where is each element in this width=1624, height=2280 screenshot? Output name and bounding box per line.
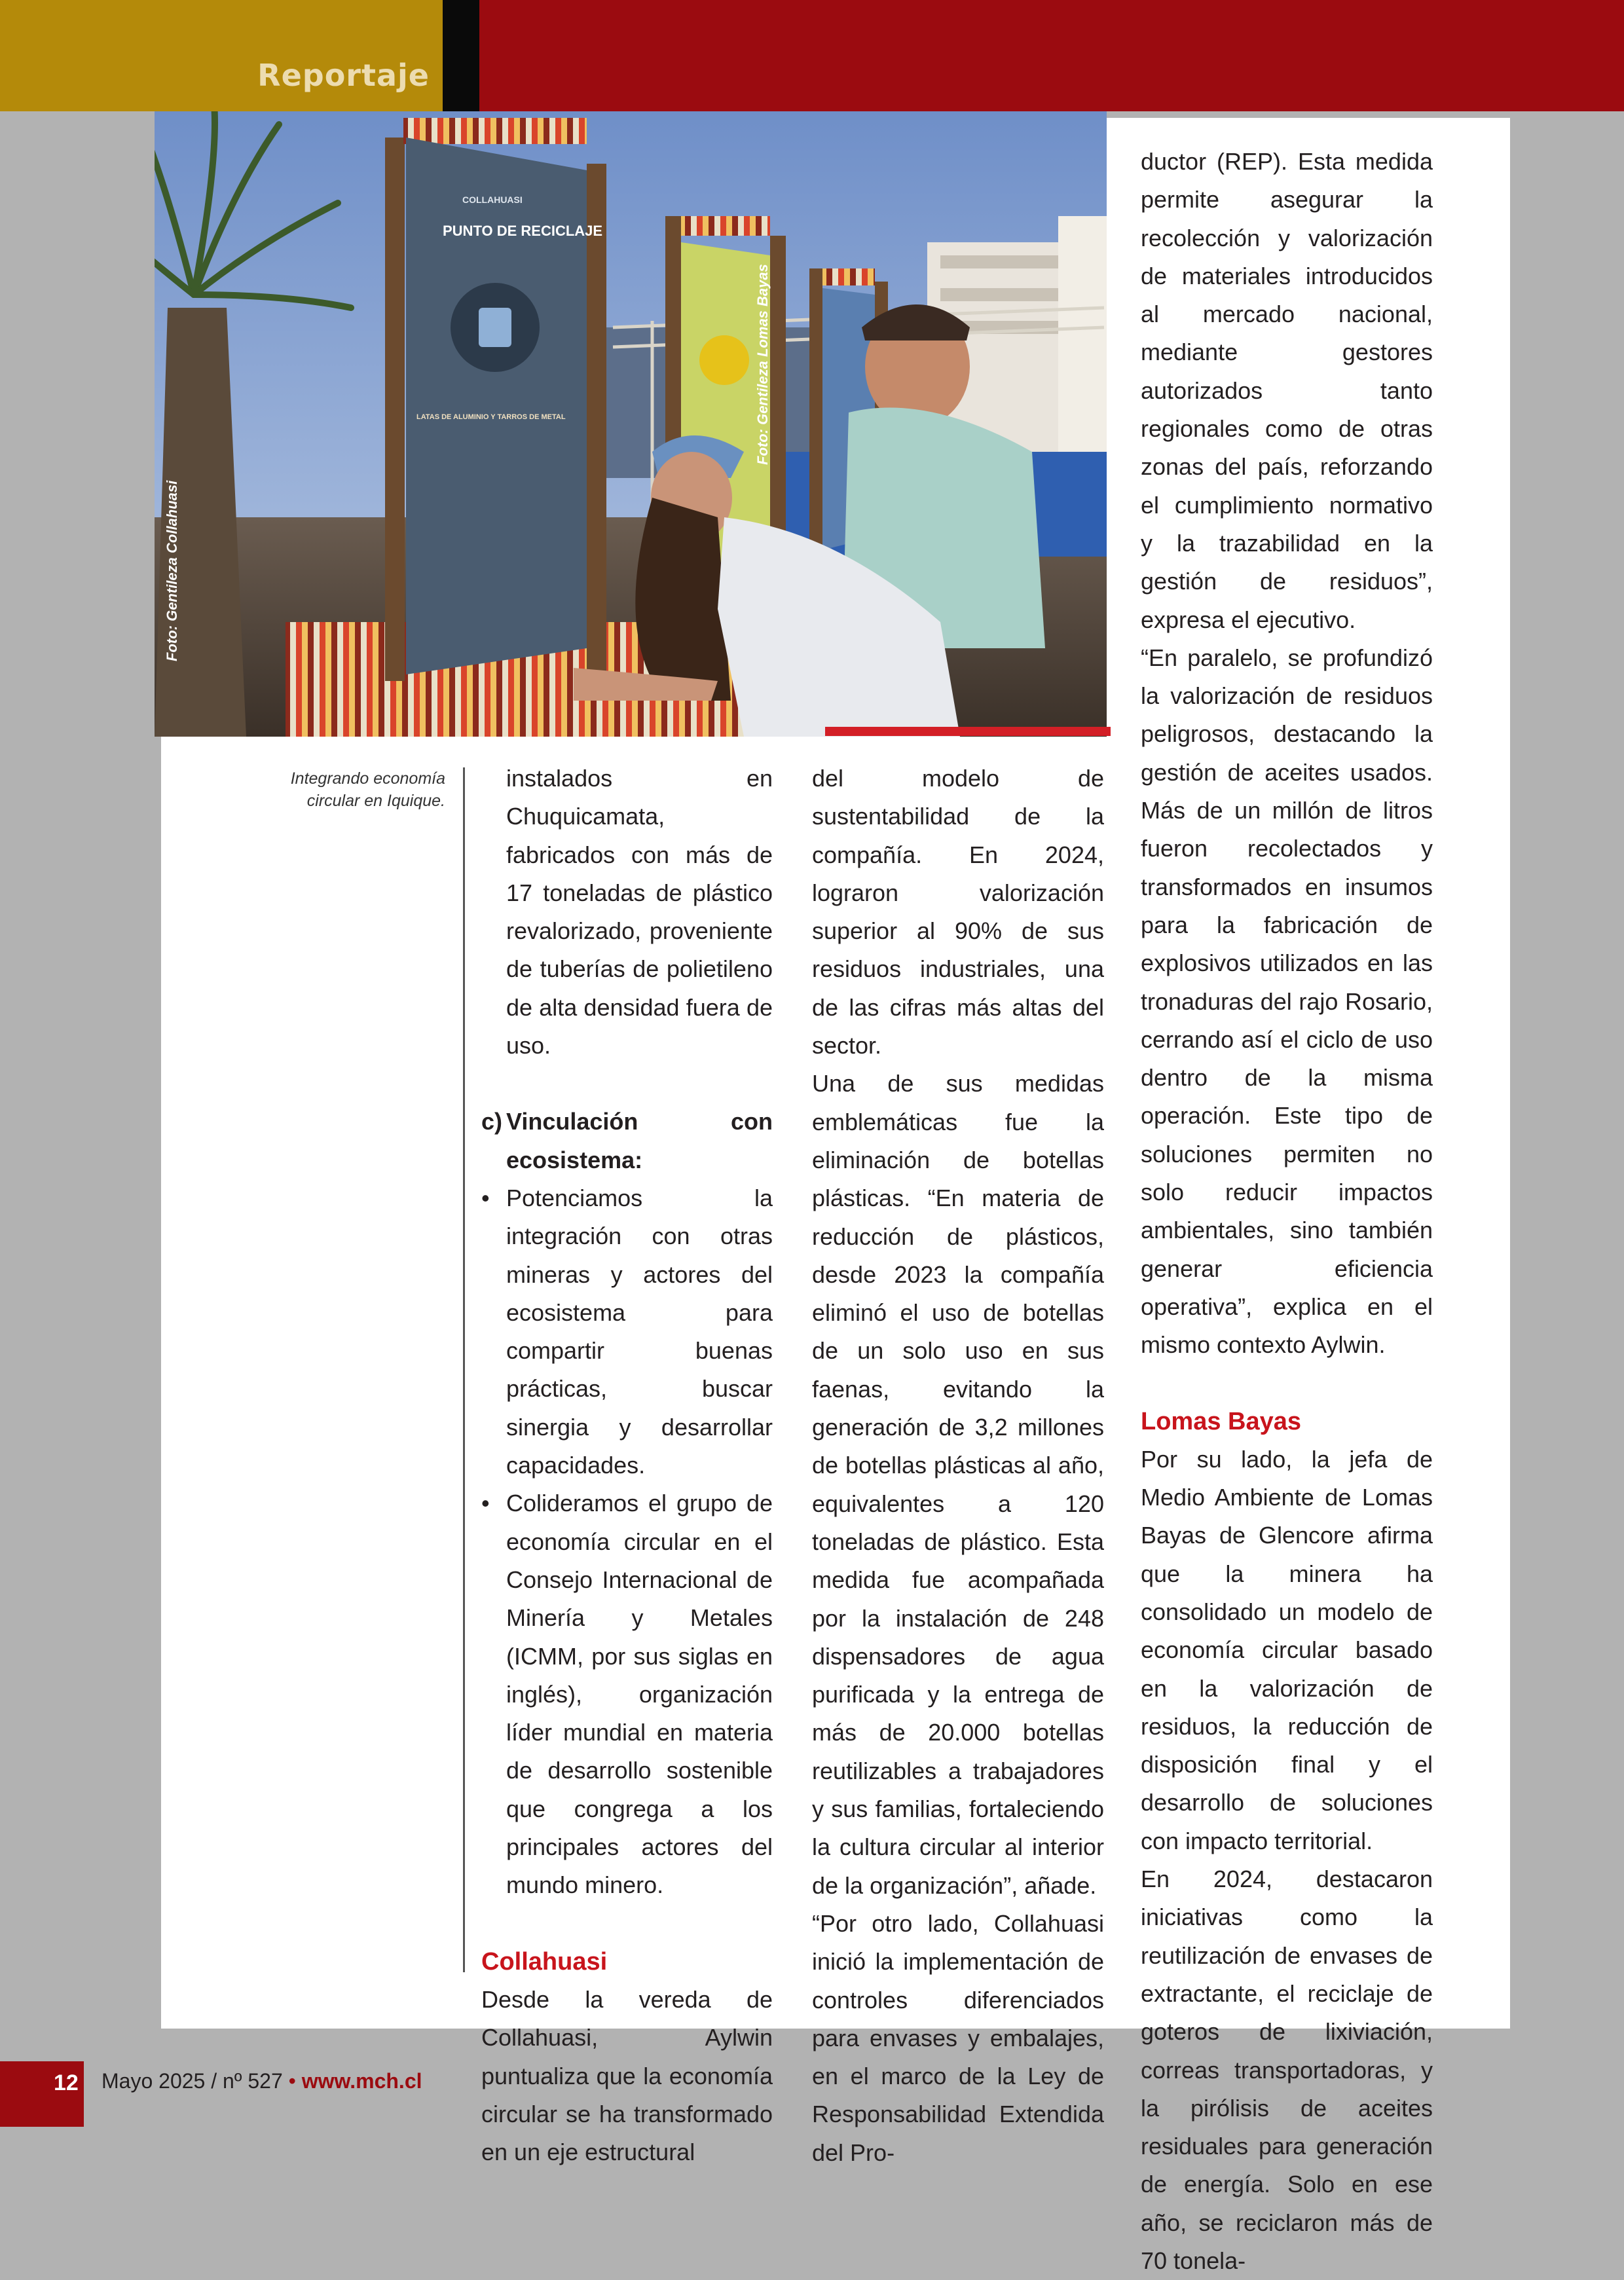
- heading-collahuasi: Collahuasi: [481, 1947, 608, 1976]
- list-marker: c): [481, 1108, 503, 1135]
- photo-credit-left: Foto: Gentileza Collahuasi: [164, 480, 180, 661]
- sign-brand: COLLAHUASI: [462, 194, 523, 205]
- bullet-icon: •: [481, 1184, 490, 1211]
- col3-paragraph-4: En 2024, destacaron iniciativas como la reutilización de envases de extractante, el reciclaje de goteros de lixiviación, correas transportadoras, y la pirólisis de aceites residuales para generación de energía. Solo en ese año, se reciclaron más de 70 tonela-: [1141, 1866, 1433, 2275]
- column-3: [1141, 143, 1433, 2280]
- col3-paragraph-2: “En paralelo, se profundizó la valorización de residuos peligrosos, destacando la gestión de aceites usados. Más de un millón de litros fueron recolectados y transformados en insumos para la fabricación de explosivos utilizados en las tronaduras del rajo Rosario, cerrando así el ciclo de uso dentro de la misma operación. Este tipo de soluciones permiten no solo reducir impactos ambientales, sino también generar eficiencia operativa”, explica en el mismo contexto Aylwin.: [1141, 644, 1433, 1359]
- list-item: [481, 1179, 773, 1484]
- col2-paragraph-1: del modelo de sustentabilidad de la compañía. En 2024, lograron valorización superior al 90% de sus residuos industriales, una de las cifras más altas del sector.: [812, 765, 1104, 1059]
- header-bar-gold: [0, 0, 443, 111]
- section-label: Reportaje: [257, 58, 430, 93]
- footer-separator: •: [288, 2069, 296, 2093]
- caption-rule: [463, 767, 465, 1972]
- footer-text: [101, 2069, 422, 2093]
- list-item: [481, 1484, 773, 1904]
- photo-caption: Integrando economía circular en Iquique.: [290, 769, 445, 810]
- photo-accent-line: [825, 727, 1111, 736]
- bullet-list: [481, 1179, 773, 1905]
- col1-intro: instalados en Chuquicamata, fabricados con más de 17 toneladas de plástico revalorizado, proveniente de tuberías de polietileno de alta densidad fuera de uso.: [506, 765, 773, 1059]
- col2-paragraph-3: “Por otro lado, Collahuasi inició la implementación de controles diferenciados para envases y embalajes, en el marco de la Ley de Responsabilidad Extendida del Pro-: [812, 1909, 1104, 2166]
- bullet-icon: •: [481, 1490, 490, 1517]
- column-1: [481, 760, 773, 2171]
- page-number: 12: [54, 2070, 79, 2095]
- col2-paragraph-2: Una de sus medidas emblemáticas fue la eliminación de botellas plásticas. “En materia de reducción de plásticos, desde 2023 la compañía eliminó el uso de botellas de un solo uso en sus faenas, evitando la generación de 3,2 millones de botellas plásticas al año, equivalentes a 120 toneladas de plástico. Esta medida fue acompañada por la instalación de 248 dispensadores de agua purificada y la entrega de más de 20.000 botellas reutilizables a trabajadores y sus familias, fortaleciendo la cultura circular al interior de la organización”, añade.: [812, 1070, 1104, 1899]
- col3-paragraph-3: Por su lado, la jefa de Medio Ambiente de Lomas Bayas de Glencore afirma que la minera ha consolidado un modelo de economía circular basado en la valorización de residuos, la reducción de disposición final y el desarrollo de soluciones con impacto territorial.: [1141, 1445, 1433, 1854]
- col1-paragraph: Desde la vereda de Collahuasi, Aylwin puntualiza que la economía circular se ha transformado en un eje estructural: [481, 1985, 773, 2166]
- header-bar-red: [479, 0, 1624, 111]
- header-bar-black: [443, 0, 479, 111]
- issue-label: Mayo 2025 / nº 527: [101, 2069, 283, 2093]
- heading-lomas-bayas: Lomas Bayas: [1141, 1407, 1302, 1435]
- column-2: [812, 760, 1104, 2172]
- page-number-box: [0, 2061, 84, 2127]
- bullet-text: Colideramos el grupo de economía circular en el Consejo Internacional de Minería y Metales (ICMM, por sus siglas en inglés), organización líder mundial en materia de desarrollo sostenible que congrega a los principales actores del mundo minero.: [506, 1490, 773, 1899]
- bullet-text: Potenciamos la integración con otras mineras y actores del ecosistema para compartir buenas prácticas, buscar sinergia y desarrollar capacidades.: [506, 1184, 773, 1479]
- list-title: Vinculación con ecosistema:: [506, 1108, 773, 1173]
- list-heading: [481, 1103, 773, 1179]
- col3-paragraph-1: ductor (REP). Esta medida permite asegurar la recolección y valorización de materiales introducidos al mercado nacional, mediante gestores autorizados tanto regionales como de otras zonas del país, reforzando el cumplimiento normativo y la trazabilidad en la gestión de residuos”, expresa el ejecutivo.: [1141, 148, 1433, 633]
- sign-title: PUNTO DE RECICLAJE: [443, 223, 603, 239]
- sign-subtitle: LATAS DE ALUMINIO Y TARROS DE METAL: [416, 413, 566, 421]
- website-link[interactable]: www.mch.cl: [301, 2069, 422, 2093]
- photo-credit-mid: Foto: Gentileza Lomas Bayas: [754, 264, 771, 465]
- article-photo: [155, 111, 1107, 737]
